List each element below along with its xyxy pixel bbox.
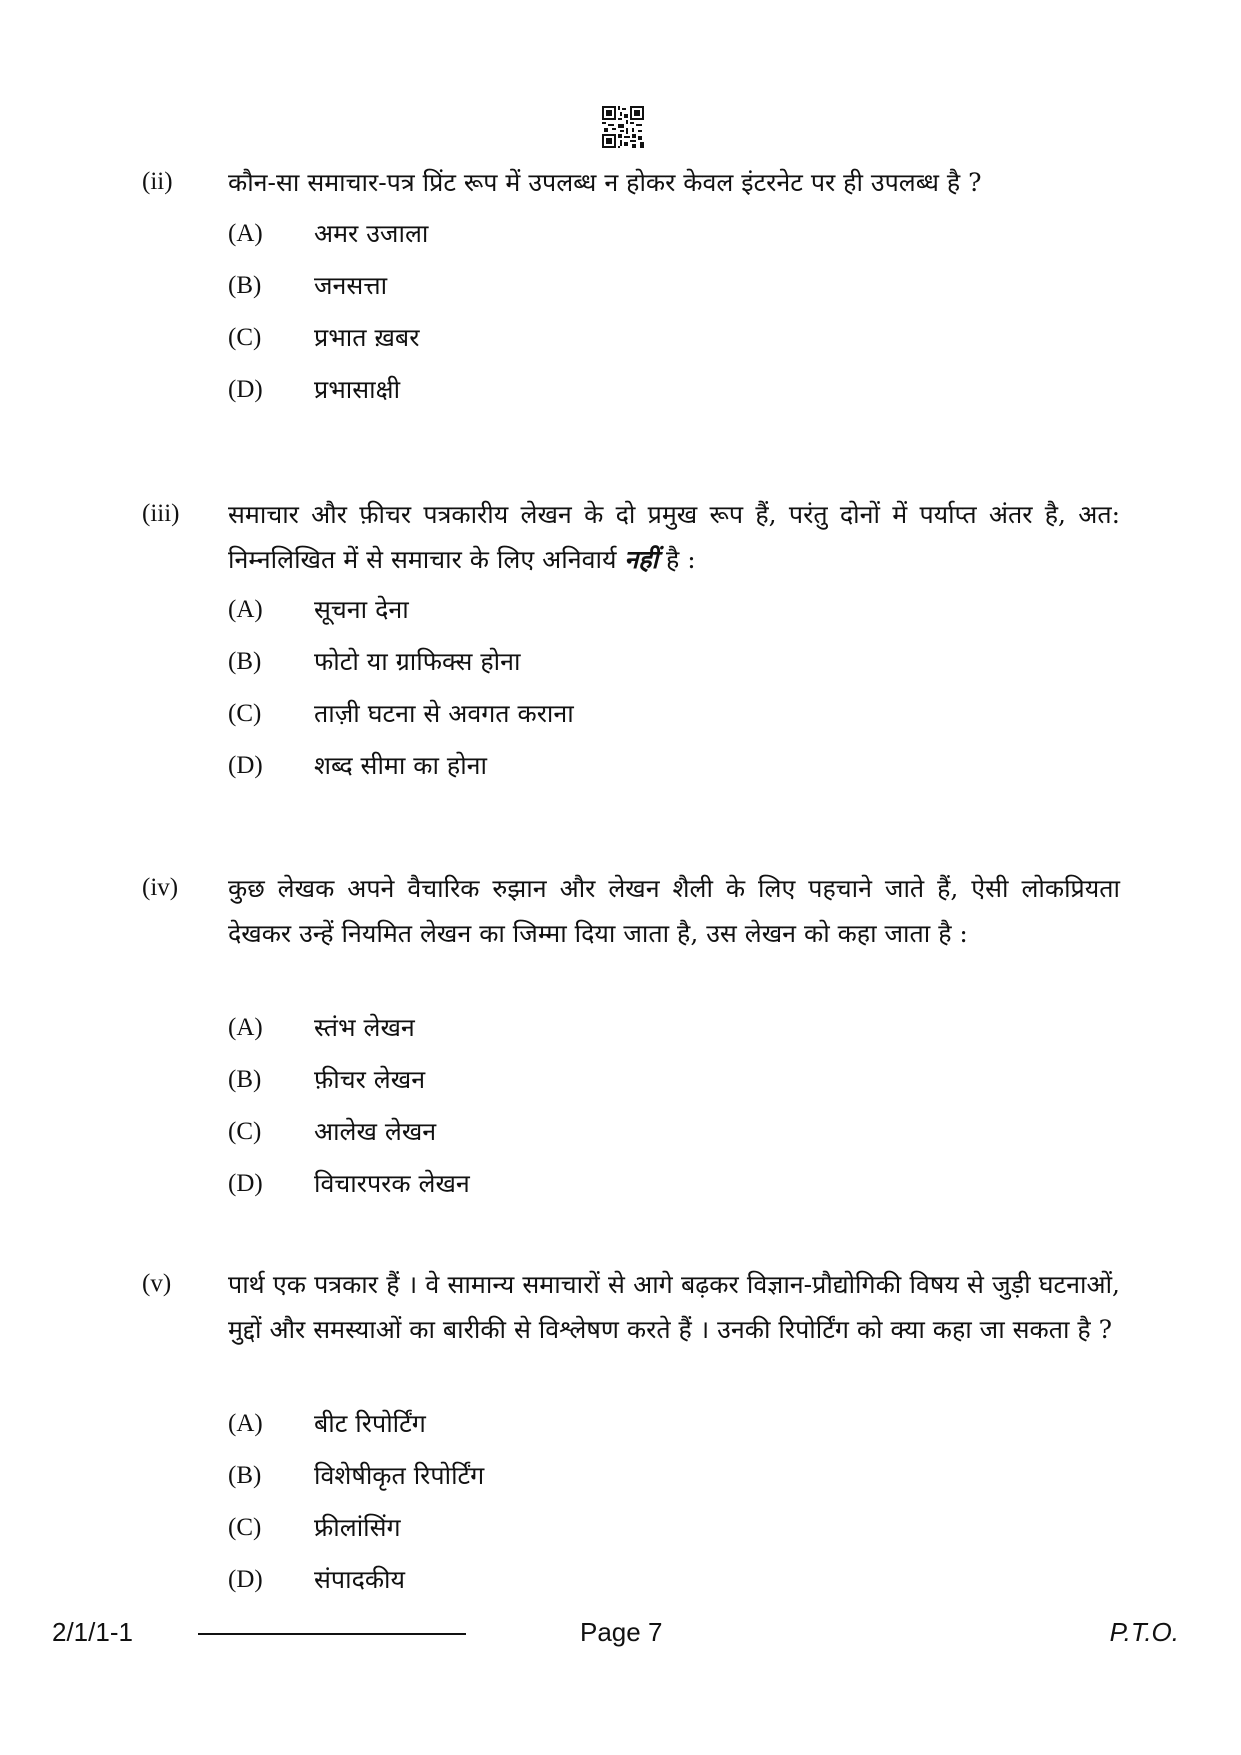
question-text [228, 492, 1120, 582]
option-text: संपादकीय [314, 1565, 406, 1594]
page-number: Page 7 [580, 1617, 663, 1647]
option-label: (C) [228, 324, 262, 351]
question-text: पार्थ एक पत्रकार हैं । वे सामान्य समाचारों से आगे बढ़कर विज्ञान-प्रौद्योगिकी विषय से जुड़ी घटनाओं, मुद्दों और समस्याओं का बारीकी से विश्लेषण करते हैं । उनकी रिपोर्टिंग को क्या कहा जा सकता है ? [228, 1270, 1120, 1344]
option-text: स्तंभ लेखन [314, 1013, 415, 1042]
option-label: (C) [228, 1118, 262, 1145]
option-text: सूचना देना [314, 595, 409, 624]
option-text: बीट रिपोर्टिंग [314, 1409, 426, 1438]
negation-emphasis: नहीं [624, 545, 659, 574]
qr-code-icon [602, 106, 644, 148]
option-label: (D) [228, 1566, 263, 1593]
question-number: (iv) [142, 874, 179, 901]
option-label: (D) [228, 376, 263, 403]
question-text: कौन-सा समाचार-पत्र प्रिंट रूप में उपलब्ध न होकर केवल इंटरनेट पर ही उपलब्ध है ? [228, 168, 982, 197]
option-text: शब्द सीमा का होना [314, 751, 488, 780]
option-text: फ्रीलांसिंग [314, 1513, 401, 1542]
option-text: विशेषीकृत रिपोर्टिंग [314, 1461, 485, 1490]
footer-rule [198, 1633, 466, 1635]
option-label: (A) [228, 1410, 263, 1437]
paper-code: 2/1/1-1 [52, 1617, 133, 1647]
option-text: ताज़ी घटना से अवगत कराना [314, 699, 574, 728]
option-label: (D) [228, 752, 263, 779]
pto-label: P.T.O. [1109, 1617, 1179, 1647]
option-label: (B) [228, 1462, 262, 1489]
option-label: (C) [228, 1514, 262, 1541]
option-label: (A) [228, 220, 263, 247]
question-number: (iii) [142, 500, 180, 527]
option-label: (D) [228, 1170, 263, 1197]
question-number: (v) [142, 1270, 172, 1297]
option-text: अमर उजाला [314, 219, 429, 248]
page-footer [0, 1612, 1241, 1652]
option-text: आलेख लेखन [314, 1117, 437, 1146]
option-label: (C) [228, 700, 262, 727]
option-text: फोटो या ग्राफिक्स होना [314, 647, 521, 676]
option-text: विचारपरक लेखन [314, 1169, 470, 1198]
option-label: (B) [228, 648, 262, 675]
question-text: कुछ लेखक अपने वैचारिक रुझान और लेखन शैली के लिए पहचाने जाते हैं, ऐसी लोकप्रियता देखकर उन्हें नियमित लेखन का जिम्मा दिया जाता है, उस लेखन को कहा जाता है : [228, 874, 1120, 948]
question-text-before: समाचार और फ़ीचर पत्रकारीय लेखन के दो प्रमुख रूप हैं, परंतु दोनों में पर्याप्त अंतर है, अत: निम्नलिखित में से समाचार के लिए अनिवार्य [228, 500, 1120, 574]
option-text: जनसत्ता [314, 271, 388, 300]
question-text-after: है : [666, 545, 696, 574]
option-text: फ़ीचर लेखन [314, 1065, 426, 1094]
option-text: प्रभासाक्षी [314, 375, 401, 404]
option-label: (B) [228, 272, 262, 299]
option-label: (A) [228, 596, 263, 623]
option-label: (B) [228, 1066, 262, 1093]
option-label: (A) [228, 1014, 263, 1041]
option-text: प्रभात ख़बर [314, 323, 420, 352]
question-number: (ii) [142, 168, 173, 195]
